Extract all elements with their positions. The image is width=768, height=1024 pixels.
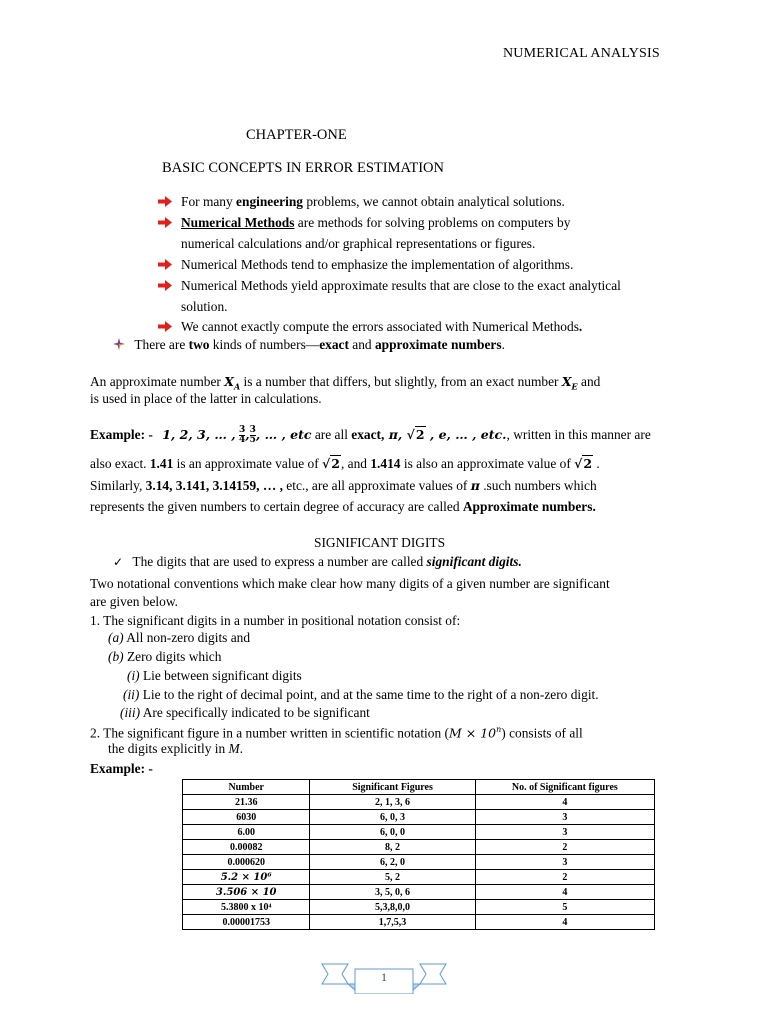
rule-1b-ii xyxy=(123,685,599,704)
kinds-text: There are xyxy=(134,337,189,352)
cell-count: 2 xyxy=(475,870,654,885)
label: (a) xyxy=(108,630,124,645)
red-arrow-icon xyxy=(158,217,172,228)
text: etc., are all approximate values of xyxy=(282,478,471,493)
example-label-text: Example: - xyxy=(90,761,153,776)
cell-number: 5.3800 x 10⁴ xyxy=(183,900,310,915)
kinds-text: . xyxy=(501,337,505,352)
frac-den: 5 xyxy=(249,435,256,446)
sqrt-two: √2 xyxy=(322,456,340,471)
radicand: 2 xyxy=(583,456,593,471)
rule-1b-i xyxy=(127,666,302,685)
column-header: No. of Significant figures xyxy=(475,780,654,795)
bullet-bold-text: . xyxy=(578,319,583,334)
math-seq: 1, 2, 3, … , xyxy=(162,427,236,442)
math-pi: π, xyxy=(384,427,407,442)
table-row xyxy=(183,825,655,840)
math: M xyxy=(228,741,240,756)
cell-figures: 6, 2, 0 xyxy=(310,855,475,870)
cell-figures: 5,3,8,0,0 xyxy=(310,900,475,915)
table-header-row xyxy=(183,780,655,795)
table-row xyxy=(183,795,655,810)
chapter-label: CHAPTER-ONE xyxy=(246,127,347,143)
cell-count: 2 xyxy=(475,840,654,855)
table-row xyxy=(183,870,655,885)
table-row xyxy=(183,885,655,900)
math-exp: n xyxy=(496,725,502,734)
bullet-bold-text: engineering xyxy=(236,194,303,209)
text: , xyxy=(381,427,385,442)
text: Are specifically indicated to be significant xyxy=(140,705,370,720)
text: also exact. xyxy=(90,456,150,471)
math-sub: A xyxy=(233,381,241,392)
text: , written in this manner are xyxy=(506,427,651,442)
text: and xyxy=(577,374,601,389)
value-141: 1.41 xyxy=(149,456,174,471)
cell-count: 4 xyxy=(475,885,654,900)
pi-values: 3.14, 3.141, 3.14159, … , xyxy=(145,478,283,493)
cell-count: 3 xyxy=(475,855,654,870)
math-var: X xyxy=(224,374,234,389)
kinds-exact: exact xyxy=(319,337,349,352)
text: is a number that differs, but slightly, from an exact number xyxy=(240,374,562,389)
text: represents the given numbers to certain degree of accuracy are called xyxy=(90,499,463,514)
cell-number: 6030 xyxy=(183,810,310,825)
radicand: 2 xyxy=(415,427,425,442)
column-header: Significant Figures xyxy=(310,780,475,795)
text: .such numbers which xyxy=(479,478,597,493)
bullet-text: tend to emphasize the implementation of algorithms. xyxy=(287,257,574,272)
cell-number: 0.00082 xyxy=(183,840,310,855)
text: 2. The significant figure in a number written in scientific notation ( xyxy=(90,725,449,741)
page-number: 1 xyxy=(381,970,387,984)
kinds-two: two xyxy=(188,337,210,352)
math-pi: π xyxy=(470,478,480,493)
red-arrow-icon xyxy=(158,321,172,332)
bullet-text: problems, we cannot obtain analytical solutions. xyxy=(303,194,565,209)
table-row xyxy=(183,840,655,855)
text: An approximate number xyxy=(90,374,225,389)
bullet-text: Numerical Methods yield approximate results that are close to the exact analytical xyxy=(181,278,621,293)
chapter-subtitle: BASIC CONCEPTS IN ERROR ESTIMATION xyxy=(162,160,444,176)
cell-number: 6.00 xyxy=(183,825,310,840)
cell-figures: 1,7,5,3 xyxy=(310,915,475,930)
frac-num: 3 xyxy=(249,425,256,436)
table-row xyxy=(183,900,655,915)
cell-figures: 3, 5, 0, 6 xyxy=(310,885,475,900)
bullet-text: For many xyxy=(181,194,237,209)
cell-count: 3 xyxy=(475,810,654,825)
cell-count: 3 xyxy=(475,825,654,840)
frac-num: 3 xyxy=(239,425,246,436)
bold-exact: exact xyxy=(351,427,382,442)
math-comma: , xyxy=(245,427,250,442)
math-var: X xyxy=(561,374,572,389)
label: (iii) xyxy=(120,705,141,720)
example1-line4 xyxy=(90,497,596,516)
radicand: 2 xyxy=(331,456,340,471)
table-row xyxy=(183,915,655,930)
bullet-text: numerical calculations and/or graphical representations or figures. xyxy=(181,236,536,251)
kinds-approx: approximate numbers xyxy=(374,337,502,352)
example1-line2 xyxy=(90,454,600,473)
kinds-text: and xyxy=(348,337,375,352)
bullet-text: are methods for solving problems on computers by xyxy=(294,215,571,230)
bullet-text: solution. xyxy=(181,299,228,314)
cell-number: 21.36 xyxy=(183,795,310,810)
running-header: NUMERICAL ANALYSIS xyxy=(503,46,660,61)
checkmark-item xyxy=(113,554,522,570)
section-heading: SIGNIFICANT DIGITS xyxy=(314,535,446,550)
frac-den: 4 xyxy=(239,435,246,446)
math: M × 10 xyxy=(448,725,497,741)
rule-1a xyxy=(108,628,250,647)
approx-definition-line2: is used in place of the latter in calculations. xyxy=(90,391,322,406)
red-arrow-icon xyxy=(158,280,172,291)
value-1414: 1.414 xyxy=(370,456,401,471)
label: (b) xyxy=(108,649,124,664)
numerical-methods-link[interactable]: Numerical Methods xyxy=(181,215,295,230)
text: Zero digits which xyxy=(123,649,222,664)
label: (i) xyxy=(127,668,140,683)
text: are all xyxy=(311,427,352,442)
math-xe xyxy=(561,374,578,392)
checkmark-icon: ✓ xyxy=(113,555,124,569)
cell-count: 4 xyxy=(475,795,654,810)
cell-number: 0.00001753 xyxy=(183,915,310,930)
text: Similarly, xyxy=(90,478,146,493)
cell-number: 5.2 × 10⁶ xyxy=(183,870,310,885)
text: is also an approximate value of xyxy=(400,456,575,471)
text: ) consists of all xyxy=(501,725,583,741)
example-label: Example: - xyxy=(90,427,153,442)
kinds-of-numbers xyxy=(113,337,505,353)
text: The digits that are used to express a number are called xyxy=(132,554,427,569)
four-point-star-icon xyxy=(113,338,125,350)
cell-number: 3.506 × 10 xyxy=(183,885,310,900)
math-rest: , e, … , etc. xyxy=(425,427,507,442)
kinds-text: kinds of numbers— xyxy=(209,337,320,352)
math-seq: , … , etc xyxy=(255,427,312,442)
table-row xyxy=(183,855,655,870)
cell-figures: 2, 1, 3, 6 xyxy=(310,795,475,810)
significant-figures-table xyxy=(182,779,655,930)
paragraph: are given below. xyxy=(90,594,178,609)
cell-figures: 8, 2 xyxy=(310,840,475,855)
rule-1b xyxy=(108,647,221,666)
cell-figures: 6, 0, 3 xyxy=(310,810,475,825)
sqrt-two: √2 xyxy=(574,456,593,471)
text: is an approximate value of xyxy=(173,456,323,471)
rule-1: 1. The significant digits in a number in positional notation consist of: xyxy=(90,613,461,628)
example1-line1 xyxy=(90,425,651,445)
cell-count: 5 xyxy=(475,900,654,915)
column-header: Number xyxy=(183,780,310,795)
text: Lie to the right of decimal point, and at the same time to the right of a non-zero digit. xyxy=(139,687,599,702)
cell-count: 4 xyxy=(475,915,654,930)
rule-2-cont xyxy=(108,739,243,758)
text: , and xyxy=(340,456,371,471)
bullet-text: We cannot exactly compute the errors associated with Numerical Methods xyxy=(181,319,579,334)
math-xa xyxy=(224,374,241,392)
label: (ii) xyxy=(123,687,140,702)
red-arrow-icon xyxy=(158,196,172,207)
text: the digits explicitly in xyxy=(108,741,229,756)
example1-line3 xyxy=(90,476,597,495)
text: All non-zero digits and xyxy=(123,630,251,645)
red-arrow-icon xyxy=(158,259,172,270)
table-row xyxy=(183,810,655,825)
example-label xyxy=(90,759,153,778)
math-sub: E xyxy=(571,381,578,392)
cell-figures: 6, 0, 0 xyxy=(310,825,475,840)
bold-approximate-numbers: Approximate numbers. xyxy=(462,499,596,514)
bold-italic-term: significant digits. xyxy=(426,554,522,569)
text: . xyxy=(239,741,244,756)
paragraph: Two notational conventions which make clear how many digits of a given number are significant xyxy=(90,576,610,591)
text: . xyxy=(593,456,600,471)
text: Lie between significant digits xyxy=(139,668,302,683)
sqrt-two: √2 xyxy=(406,427,425,442)
cell-figures: 5, 2 xyxy=(310,870,475,885)
bullet-text: Numerical Methods xyxy=(181,257,288,272)
cell-number: 0.000620 xyxy=(183,855,310,870)
